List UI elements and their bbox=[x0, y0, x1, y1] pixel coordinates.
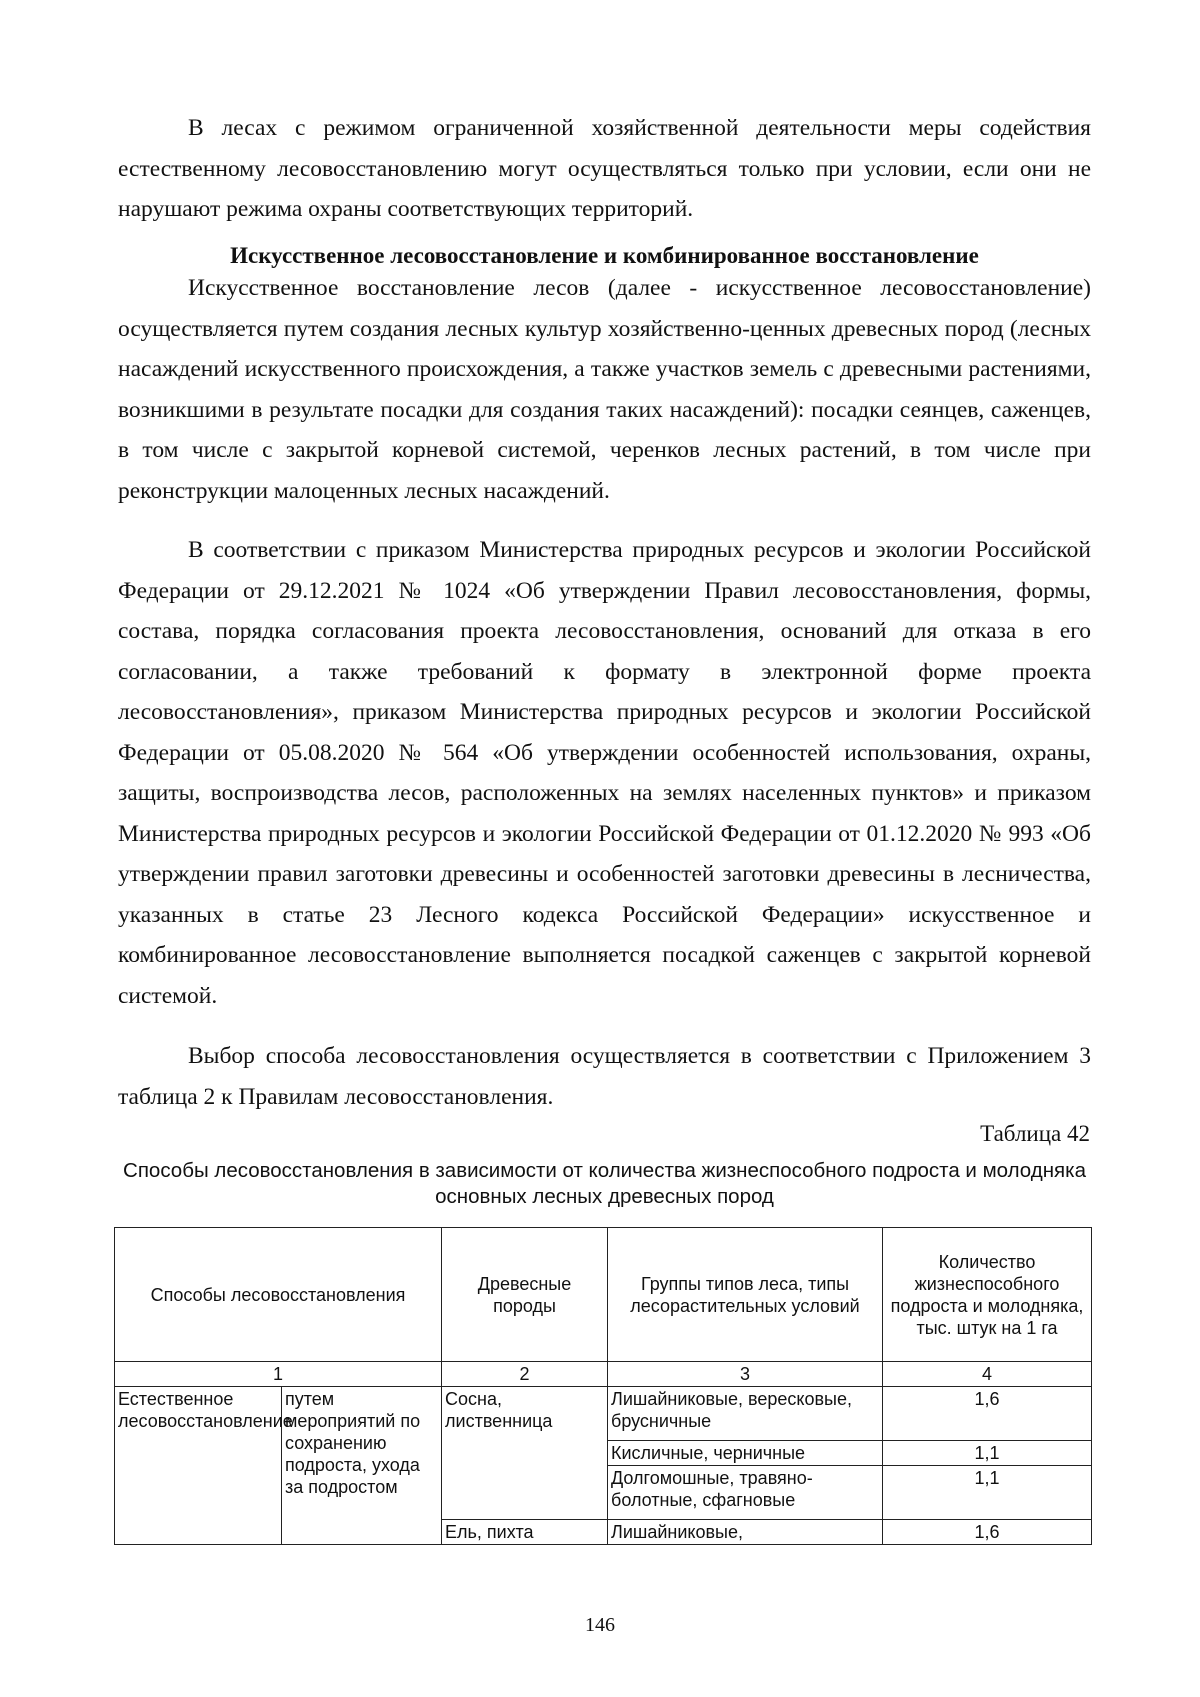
header-methods: Способы лесовосстановления bbox=[115, 1228, 442, 1362]
species-cell: Сосна, лиственница bbox=[442, 1387, 608, 1520]
column-number: 2 bbox=[442, 1362, 608, 1387]
header-species: Древесные породы bbox=[442, 1228, 608, 1362]
page-number: 146 bbox=[585, 1614, 615, 1636]
species-cell: Ель, пихта bbox=[442, 1520, 608, 1545]
table-row bbox=[115, 1387, 1092, 1441]
table-header-row bbox=[115, 1228, 1092, 1362]
column-number: 3 bbox=[608, 1362, 883, 1387]
quantity-cell: 1,6 bbox=[883, 1387, 1092, 1441]
forest-group-cell: Кисличные, черничные bbox=[608, 1441, 883, 1466]
restoration-methods-table bbox=[114, 1227, 1092, 1545]
table-caption: Способы лесовосстановления в зависимости от количества жизнеспособного подроста и молодняка основных лесных древесных пород bbox=[123, 1159, 1086, 1208]
header-forest-groups: Группы типов леса, типы лесорастительных условий bbox=[608, 1228, 883, 1362]
forest-group-cell: Лишайниковые, вересковые, брусничные bbox=[608, 1387, 883, 1441]
column-number-row bbox=[115, 1362, 1092, 1387]
method-cell: Естественное лесовосстановление bbox=[115, 1387, 282, 1545]
section-heading: Искусственное лесовосстановление и комбинированное восстановление bbox=[230, 243, 979, 268]
paragraph-method-choice: Выбор способа лесовосстановления осуществляется в соответствии с Приложением 3 таблица 2 к Правилам лесовосстановления. bbox=[118, 1043, 1091, 1110]
submethod-cell: путем мероприятий по сохранению подроста, ухода за подростом bbox=[282, 1387, 442, 1545]
paragraph-artificial-restoration: Искусственное восстановление лесов (далее - искусственное лесовосстановление) осуществляется путем создания лесных культур хозяйственно-ценных древесных пород (лесных насаждений искусственного происхождения, а также участков земель с древесными растениями, возникшими в результате посадки для создания таких насаждений): посадки сеянцев, саженцев, в том числе с закрытой корневой системой, черенков лесных растений, в том числе при реконструкции малоценных лесных насаждений. bbox=[118, 275, 1091, 504]
quantity-cell: 1,1 bbox=[883, 1441, 1092, 1466]
table-label: Таблица 42 bbox=[980, 1121, 1090, 1146]
column-number: 4 bbox=[883, 1362, 1092, 1387]
header-quantity: Количество жизнеспособного подроста и молодняка, тыс. штук на 1 га bbox=[883, 1228, 1092, 1362]
paragraph-restricted-activity: В лесах с режимом ограниченной хозяйственной деятельности меры содействия естественному лесовосстановлению могут осуществляться только при условии, если они не нарушают режима охраны соответствующих территорий. bbox=[118, 115, 1091, 222]
quantity-cell: 1,1 bbox=[883, 1466, 1092, 1520]
column-number: 1 bbox=[115, 1362, 442, 1387]
paragraph-regulations: В соответствии с приказом Министерства природных ресурсов и экологии Российской Федерации от 29.12.2021 № 1024 «Об утверждении Правил лесовосстановления, формы, состава, порядка согласования проекта лесовосстановления, оснований для отказа в его согласовании, а также требований к формату в электронной форме проекта лесовосстановления», приказом Министерства природных ресурсов и экологии Российской Федерации от 05.08.2020 № 564 «Об утверждении особенностей использования, охраны, защиты, воспроизводства лесов, расположенных на землях населенных пунктов» и приказом Министерства природных ресурсов и экологии Российской Федерации от 01.12.2020 № 993 «Об утверждении правил заготовки древесины и особенностей заготовки древесины в лесничества, указанных в статье 23 Лесного кодекса Российской Федерации» искусственное и комбинированное лесовосстановление выполняется посадкой саженцев с закрытой корневой системой. bbox=[118, 537, 1091, 1009]
forest-group-cell: Лишайниковые, bbox=[608, 1520, 883, 1545]
quantity-cell: 1,6 bbox=[883, 1520, 1092, 1545]
forest-group-cell: Долгомошные, травяно-болотные, сфагновые bbox=[608, 1466, 883, 1520]
